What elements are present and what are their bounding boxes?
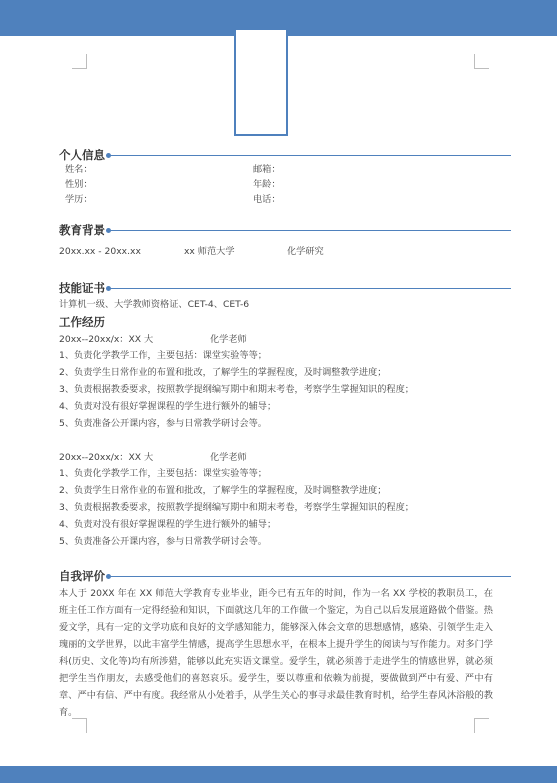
education-period: 20xx.xx - 20xx.xx <box>59 246 141 257</box>
gender-label: 性别： <box>65 179 93 190</box>
job-role: 化学老师 <box>210 334 247 345</box>
section-work <box>59 314 511 330</box>
section-personal-info <box>59 147 511 163</box>
section-rule <box>109 576 511 577</box>
section-skills <box>59 280 511 296</box>
footer-bar <box>0 766 557 783</box>
job-duty: 3、负责根据教委要求，按照教学提纲编写期中和期末考卷，考察学生掌握知识的程度； <box>59 384 414 395</box>
age-label: 年龄： <box>253 179 281 190</box>
job-duty: 3、负责根据教委要求，按照教学提纲编写期中和期末考卷，考察学生掌握知识的程度； <box>59 502 414 513</box>
corner-mark-top-right <box>474 54 489 69</box>
section-title: 工作经历 <box>59 315 105 329</box>
education-label: 学历： <box>65 194 93 205</box>
photo-frame <box>234 30 288 136</box>
email-label: 邮箱： <box>253 164 281 175</box>
self-eval-text: 本人于 20XX 年在 XX 师范大学教育专业毕业，距今已有五年的时间，作为一名 XX 学校的教职员工，在班主任工作方面有一定得经验和知识，下面就这几年的工作做一个鉴定，为自己以后发展道路做个借鉴。热爱文学，具有一定的文学功底和良好的文学感知能力，能够深入体会文章的思想感情，感染、引领学生走入瑰丽的文学世界，以此丰富学生情感，提高学生思想水平，在根本上提升学生的阅读与写作能力。对多门学科(历史、文化等)均有所涉猎，能够以此充实语文课堂。爱学生，就必须善于走进学生的情感世界，就必须把学生当作朋友，去感受他们的喜怒哀乐。爱学生，要以尊重和依赖为前提，要做做到严中有爱、严中有章、严中有信、严中有度。我经常从小处着手，从学生关心的事寻求最佳教育时机，给学生春风沐浴般的教育。 <box>59 588 493 718</box>
job-duty: 5、负责准备公开课内容，参与日常教学研讨会等。 <box>59 536 267 547</box>
skills-line: 计算机一级、大学教师资格证、CET-4、CET-6 <box>59 299 250 310</box>
job-duty: 4、负责对没有很好掌握课程的学生进行额外的辅导； <box>59 519 277 530</box>
corner-mark-top-left <box>72 54 87 69</box>
job-duty: 4、负责对没有很好掌握课程的学生进行额外的辅导； <box>59 401 277 412</box>
section-rule <box>109 155 511 156</box>
section-title: 教育背景 <box>59 223 105 237</box>
job-period-company: 20xx--20xx/x：XX 大 <box>59 452 154 463</box>
phone-label: 电话： <box>253 194 281 205</box>
job-duty: 1、负责化学教学工作，主要包括：课堂实验等等； <box>59 350 267 361</box>
job-duty: 2、负责学生日常作业的布置和批改，了解学生的掌握程度，及时调整教学进度； <box>59 367 387 378</box>
job-duty: 5、负责准备公开课内容，参与日常教学研讨会等。 <box>59 418 267 429</box>
section-title: 个人信息 <box>59 148 105 162</box>
section-title: 技能证书 <box>59 281 105 295</box>
section-rule <box>109 230 511 231</box>
name-label: 姓名： <box>65 164 93 175</box>
job-duty: 1、负责化学教学工作，主要包括：课堂实验等等； <box>59 468 267 479</box>
job-duty: 2、负责学生日常作业的布置和批改，了解学生的掌握程度，及时调整教学进度； <box>59 485 387 496</box>
education-major: 化学研究 <box>287 246 324 257</box>
job-role: 化学老师 <box>210 452 247 463</box>
section-title: 自我评价 <box>59 569 105 583</box>
education-school: xx 师范大学 <box>184 246 235 257</box>
section-self-eval <box>59 568 511 584</box>
section-education <box>59 222 511 238</box>
section-rule <box>109 288 511 289</box>
job-period-company: 20xx--20xx/x：XX 大 <box>59 334 154 345</box>
